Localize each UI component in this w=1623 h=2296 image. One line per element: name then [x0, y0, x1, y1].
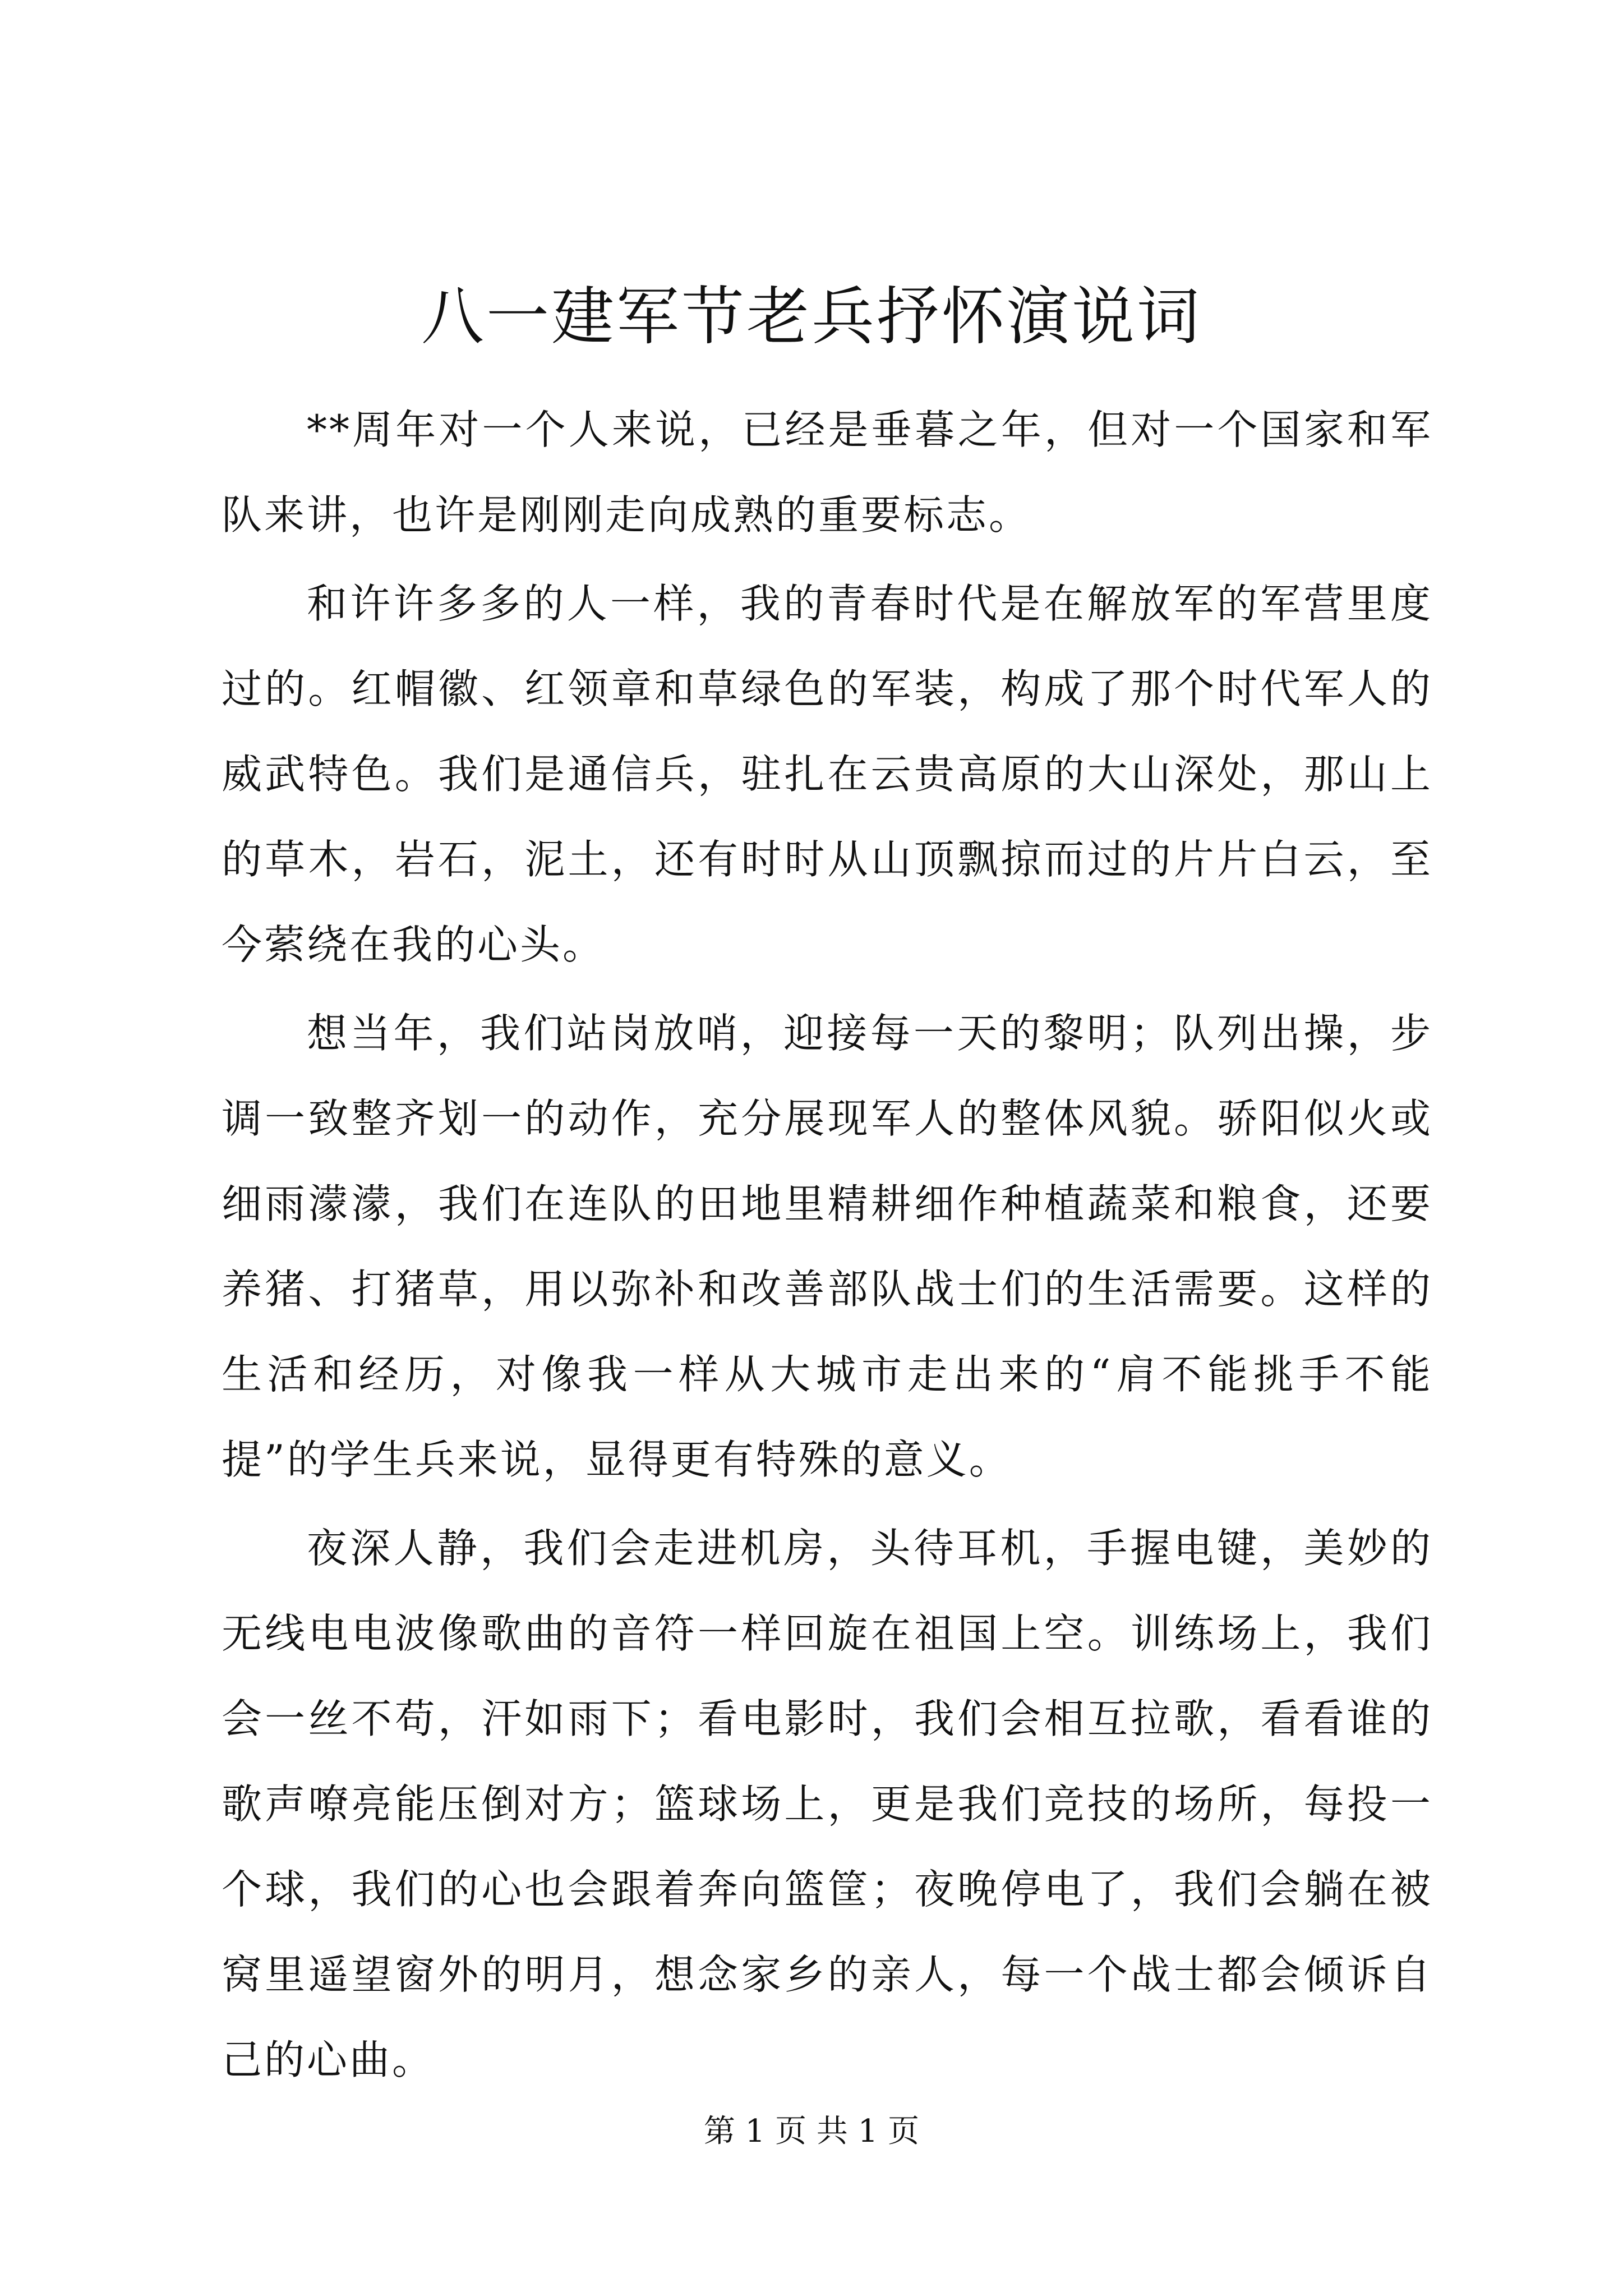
- paragraph-1: **周年对一个人来说，已经是垂暮之年，但对一个国家和军队来讲，也许是刚刚走向成熟的重要标志。: [222, 406, 1433, 539]
- paragraph-3: 想当年，我们站岗放哨，迎接每一天的黎明；队列出操，步调一致整齐划一的动作，充分展现军人的整体风貌。骄阳似火或细雨濛濛，我们在连队的田地里精耕细作种植蔬菜和粮食，还要养猪、打猪草，用以弥补和改善部队战士们的生活需要。这样的生活和经历，对像我一样从大城市走出来的“肩不能挑手不能提”的学生兵来说，显得更有特殊的意义。: [222, 1010, 1433, 1483]
- paragraph-4: 夜深人静，我们会走进机房，头待耳机，手握电键，美妙的无线电电波像歌曲的音符一样回旋在祖国上空。训练场上，我们会一丝不苟，汗如雨下；看电影时，我们会相互拉歌，看看谁的歌声嘹亮能压倒对方；篮球场上，更是我们竞技的场所，每投一个球，我们的心也会跟着奔向篮筐；夜晚停电了，我们会躺在被窝里遥望窗外的明月，想念家乡的亲人，每一个战士都会倾诉自己的心曲。: [222, 1525, 1433, 2083]
- page-footer: 第 1 页 共 1 页: [703, 2113, 920, 2150]
- paragraph-2: 和许许多多的人一样，我的青春时代是在解放军的军营里度过的。红帽徽、红领章和草绿色的军装，构成了那个时代军人的威武特色。我们是通信兵，驻扎在云贵高原的大山深处，那山上的草木，岩石，泥土，还有时时从山顶飘掠而过的片片白云，至今萦绕在我的心头。: [222, 580, 1433, 968]
- document-body: [222, 387, 1433, 2102]
- document-title: 八一建军节老兵抒怀演说词: [421, 280, 1202, 353]
